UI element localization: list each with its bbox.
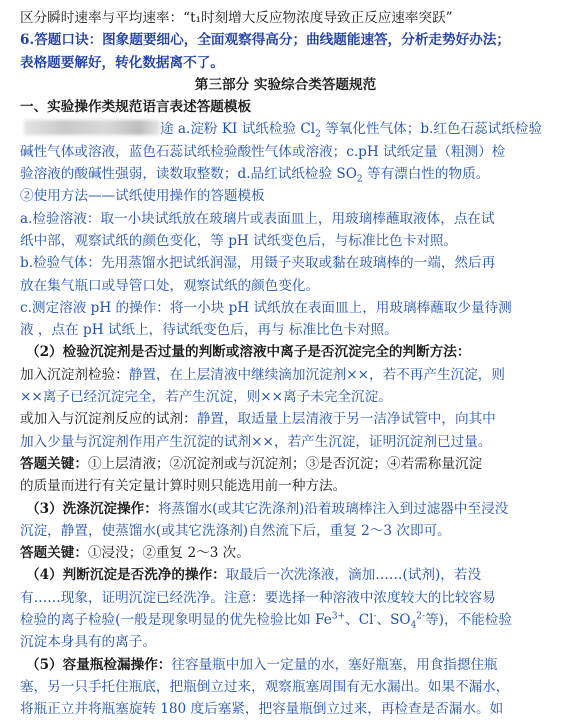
text-line: ②使用方法——试纸使用操作的答题模板 — [20, 188, 265, 205]
text-line: 液 ，点在 pH 试纸上，待试纸变色后，再与 标准比色卡对照。 — [20, 322, 398, 339]
text-line: 加入少量与沉淀剂作用产生沉淀的试剂××，若产生沉淀，证明沉淀剂已过量。 — [20, 433, 492, 450]
text-line: 加入沉淀剂检验：静置，在上层清液中继续滴加沉淀剂××，若不再产生沉淀，则 — [20, 366, 505, 383]
text-line: 区分瞬时速率与平均速率：“t₁时刻增大反应物浓度导致正反应速率突跃” — [20, 10, 453, 26]
text-line: 检验的离子检验(一般是现象明显的优先检验比如 $Fe^{3+}$、Cl-、$SO_4^{2-}$等)，不能检验 — [20, 611, 512, 631]
text-line: （3）洗涤沉淀操作：将蒸馏水(或其它洗涤剂)沿着玻璃棒注入到过滤器中至浸没 — [26, 500, 509, 517]
answer-tip-line: 表格题要解好，转化数据离不了。 — [20, 54, 224, 71]
text-line: 放在集气瓶口或导管口处，观察试纸的颜色变化。 — [20, 277, 320, 294]
text-line: 纸中部，观察试纸的颜色变化，等 pH 试纸变色后，与标准比色卡对照。 — [20, 232, 458, 249]
text-line: （4）判断沉淀是否洗净的操作：取最后一次洗涤液，滴加……(试剂)，若没 — [26, 567, 482, 584]
text-line: 塞，另一只手托住瓶底，把瓶倒立过来，观察瓶塞周围有无水漏出。如果不漏水， — [20, 678, 510, 695]
text-line: b.检验气体：先用蒸馏水把试纸润湿，用镊子夹取或黏在玻璃棒的一端，然后再 — [20, 255, 496, 272]
text-line: 答题关键：①上层清液；②沉淀剂或与沉淀剂；③是否沉淀；④若需称量沉淀 — [20, 455, 483, 472]
blurred-region — [24, 120, 160, 135]
subsection-heading: 一、实验操作类规范语言表述答题模板 — [20, 99, 252, 116]
text-line: 沉淀，静置，使蒸馏水(或其它洗涤剂)自然流下后，重复 2～3 次即可。 — [20, 522, 451, 539]
text-line: 途 a.淀粉 KI 试纸检验 $Cl_2$ 等氧化性气体；b.红色石蕊试纸检验 — [20, 118, 551, 140]
text-line: ××离子已经沉淀完全，若产生沉淀，则××离子未完全沉淀。 — [20, 389, 392, 406]
text-line: 有……现象，证明沉淀已经洗净。注意：要选择一种溶液中浓度较大的比较容易 — [20, 589, 496, 606]
text-line: 将瓶正立并将瓶塞旋转 180 度后塞紧，把容量瓶倒立过来，再检查是否漏水。如 — [20, 701, 504, 718]
text-line: （5）容量瓶检漏操作：往容量瓶中加入一定量的水，塞好瓶塞，用食指摁住瓶 — [26, 656, 498, 673]
text-line: c.测定溶液 pH 的操作：将一小块 pH 试纸放在表面皿上，用玻璃棒蘸取少量待测 — [20, 299, 512, 316]
text-line: 答题关键：①浸没；②重复 2～3 次。 — [20, 545, 250, 562]
section-heading: 第三部分 实验综合类答题规范 — [194, 76, 377, 93]
text-line: 的质量而进行有关定量计算时则只能选用前一种方法。 — [20, 478, 347, 495]
text-line: 验溶液的酸碱性强弱，读数取整数；d.品红试纸检验 $SO_2$ 等有漂白性的物质。 — [20, 166, 490, 185]
answer-tip-line: 6.答题口诀：图象题要细心，全面观察得高分；曲线题能速答，分析走势好办法； — [20, 32, 510, 49]
text-line: 或加入与沉淀剂反应的试剂：静置，取适量上层清液于另一洁净试管中，向其中 — [20, 411, 496, 428]
text-line: 沉淀本身具有的离子。 — [20, 634, 156, 651]
item-heading: （2）检验沉淀剂是否过量的判断或溶液中离子是否沉淀完全的判断方法： — [26, 344, 471, 361]
text-line: a.检验溶液：取一小块试纸放在玻璃片或表面皿上，用玻璃棒蘸取液体，点在试 — [20, 210, 495, 227]
text-line: 碱性气体或溶液，蓝色石蕊试纸检验酸性气体或溶液；c.pH 试纸定量（粗测）检 — [20, 143, 506, 160]
